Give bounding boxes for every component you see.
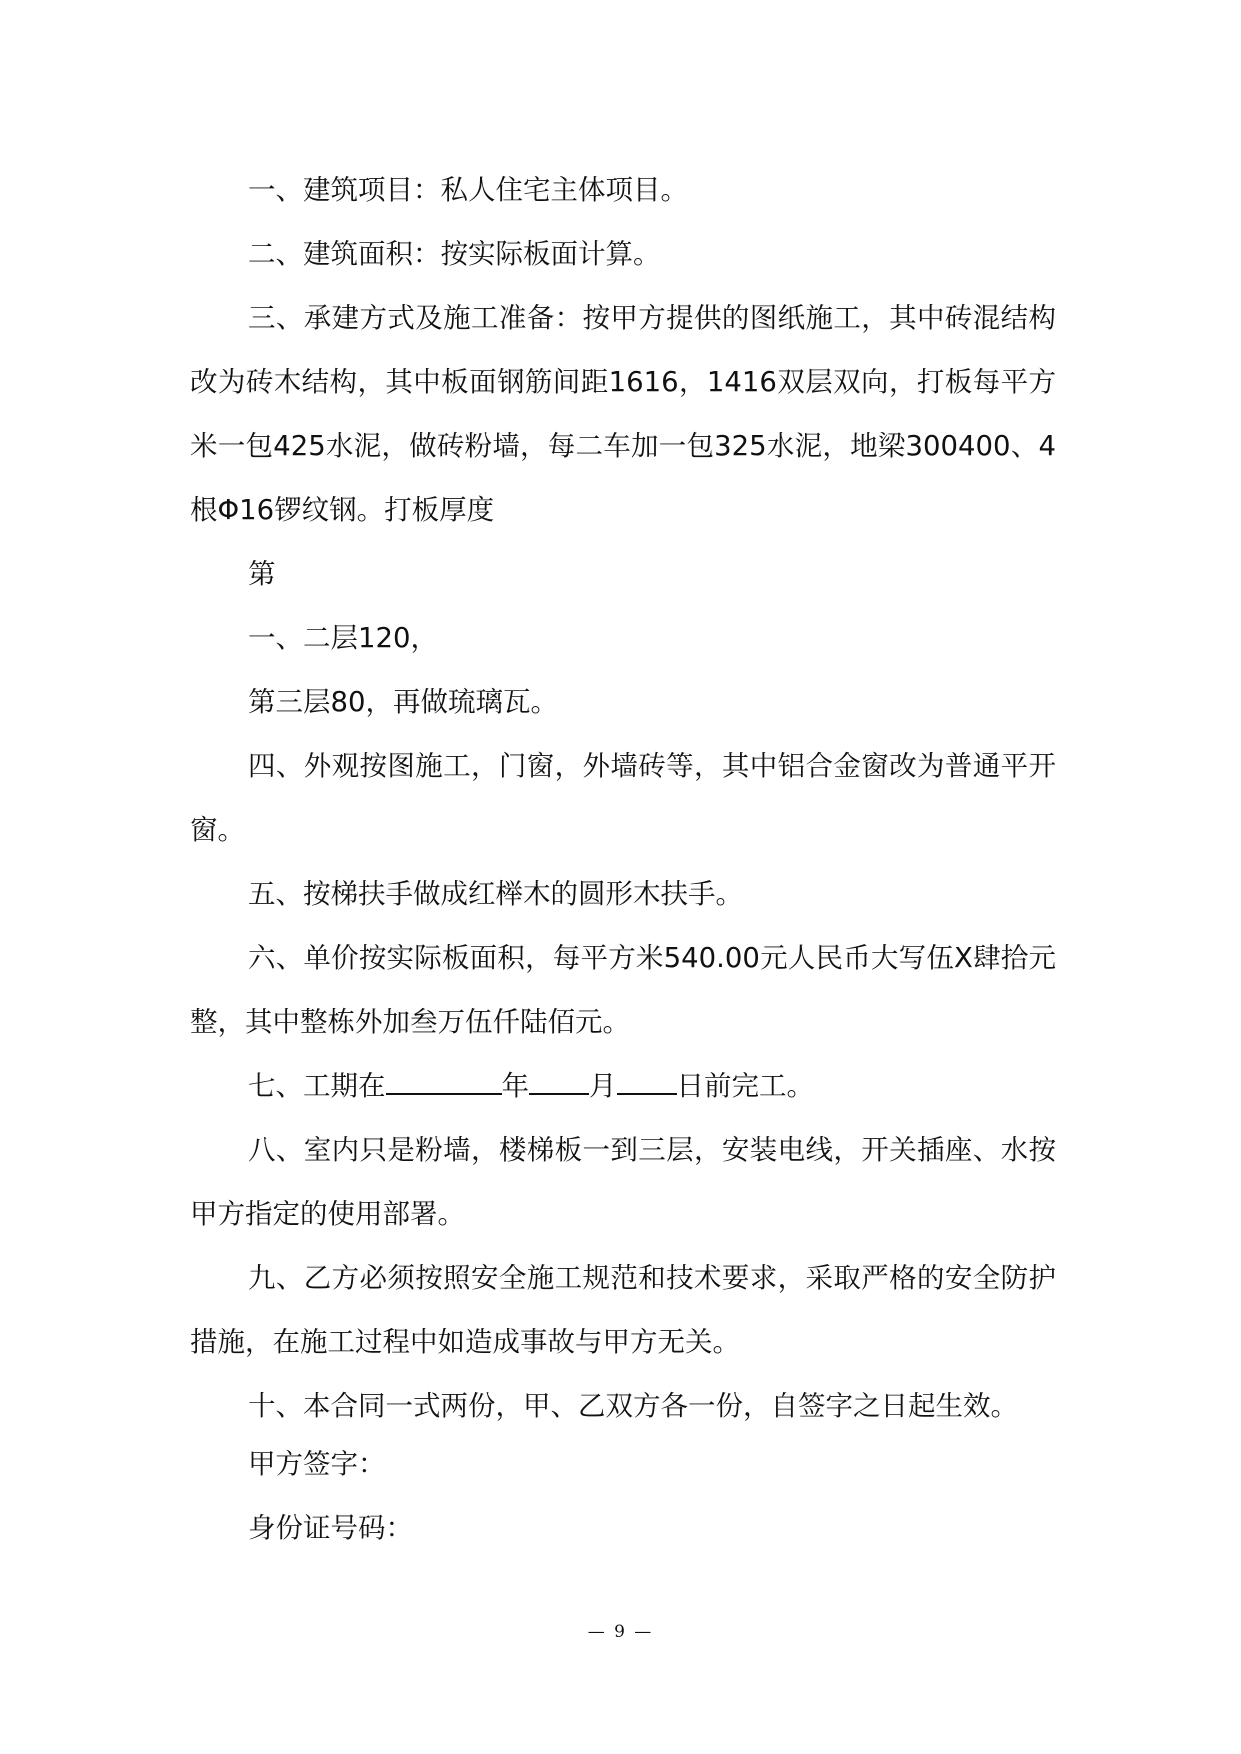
contract-body	[190, 158, 1056, 1560]
paragraph-first-second-floor: 一、二层120，	[248, 622, 438, 654]
clause-5-handrail: 五、按梯扶手做成红榉木的圆形木扶手。	[248, 878, 743, 910]
year-blank	[386, 1069, 502, 1095]
clause-2-building-area: 二、建筑面积：按实际板面计算。	[248, 238, 661, 270]
month-label: 月	[589, 1070, 617, 1102]
paragraph-di: 第	[248, 558, 276, 590]
page-number: — 9 —	[587, 1622, 654, 1642]
clause-1-building-project: 一、建筑项目：私人住宅主体项目。	[248, 174, 688, 206]
clause-10-copies: 十、本合同一式两份，甲、乙双方各一份，自签字之日起生效。	[248, 1390, 1018, 1422]
deadline-suffix: 日前完工。	[676, 1070, 814, 1102]
day-blank	[617, 1069, 677, 1095]
clause-8-interior: 八、室内只是粉墙，楼梯板一到三层，安装电线，开关插座、水按甲方指定的使用部署。	[190, 1134, 1056, 1230]
clause-7-deadline	[190, 1054, 1056, 1118]
year-label: 年	[501, 1070, 529, 1102]
month-blank	[529, 1069, 589, 1095]
clause-9-safety: 九、乙方必须按照安全施工规范和技术要求，采取严格的安全防护措施，在施工过程中如造成事故与甲方无关。	[190, 1262, 1056, 1358]
party-a-signature-label: 甲方签字：	[248, 1448, 386, 1480]
clause-6-unit-price: 六、单价按实际板面积，每平方米540.00元人民币大写伍X肆拾元整，其中整栋外加叁万伍仟陆佰元。	[190, 942, 1056, 1038]
clause-4-exterior: 四、外观按图施工，门窗，外墙砖等，其中铝合金窗改为普通平开窗。	[190, 750, 1056, 846]
id-number-label: 身份证号码：	[248, 1512, 413, 1544]
clause-3-construction-method: 三、承建方式及施工准备：按甲方提供的图纸施工，其中砖混结构改为砖木结构，其中板面钢筋间距1616，1416双层双向，打板每平方米一包425水泥，做砖粉墙，每二车加一包325水泥，地梁300400、4根Φ16锣纹钢。打板厚度	[190, 302, 1056, 526]
deadline-prefix: 七、工期在	[248, 1070, 386, 1102]
paragraph-third-floor: 第三层80，再做琉璃瓦。	[248, 686, 558, 718]
